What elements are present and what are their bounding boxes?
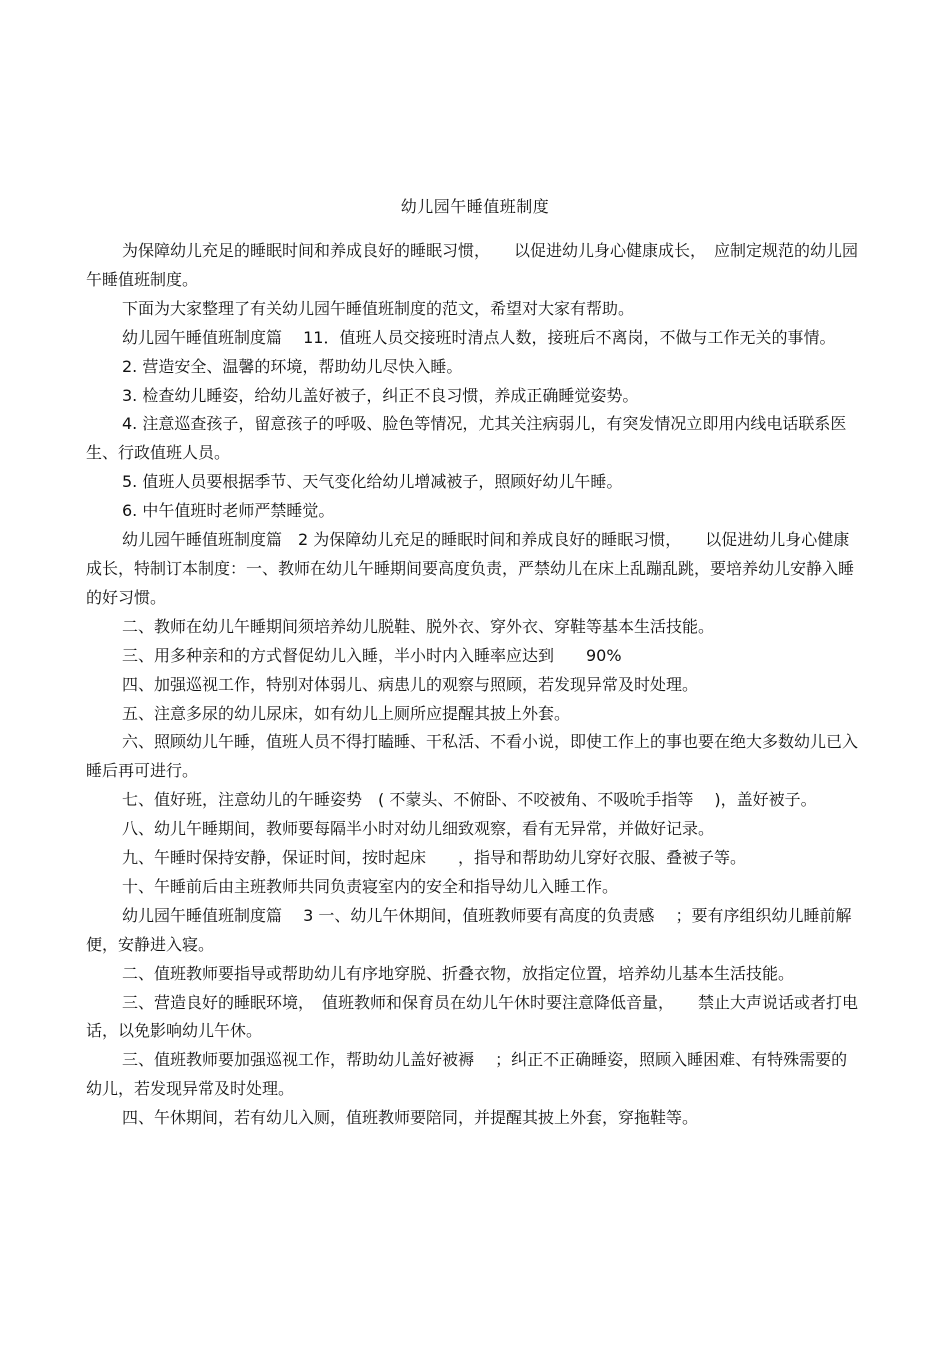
paragraph: 4. 注意巡查孩子，留意孩子的呼吸、脸色等情况，尤其关注病弱儿，有突发情况立即用内线电话联系医生、行政值班人员。 (86, 414, 847, 463)
paragraph: 五、注意多尿的幼儿尿床，如有幼儿上厕所应提醒其披上外套。 (122, 703, 571, 723)
paragraph: 三、营造良好的睡眠环境， 值班教师和保育员在幼儿午休时要注意降低音量， 禁止大声说话或者打电话，以免影响幼儿午休。 (86, 992, 859, 1041)
paragraph: 2. 营造安全、温馨的环境，帮助幼儿尽快入睡。 (122, 356, 463, 376)
document-title: 幼儿园午睡值班制度 (400, 197, 550, 216)
paragraph: 三、值班教师要加强巡视工作，帮助幼儿盖好被褥 ；纠正不正确睡姿，照顾入睡困难、有特殊需要的幼儿，若发现异常及时处理。 (86, 1050, 848, 1099)
paragraph: 二、值班教师要指导或帮助幼儿有序地穿脱、折叠衣物，放指定位置，培养幼儿基本生活技能。 (122, 963, 795, 983)
paragraph: 九、午睡时保持安静，保证时间，按时起床 ，指导和帮助幼儿穿好衣服、叠被子等。 (122, 848, 747, 868)
paragraph: 幼儿园午睡值班制度篇 2 为保障幼儿充足的睡眠时间和养成良好的睡眠习惯， 以促进幼儿身心健康成长，特制订本制度：一、教师在幼儿午睡期间要高度负责，严禁幼儿在床上乱蹦乱跳，要培养幼儿安静入睡的好习惯。 (86, 530, 855, 607)
document-body (86, 237, 862, 1133)
paragraph: 八、幼儿午睡期间，教师要每隔半小时对幼儿细致观察，看有无异常，并做好记录。 (122, 819, 715, 839)
paragraph: 幼儿园午睡值班制度篇 3 一、幼儿午休期间，值班教师要有高度的负责感 ；要有序组织幼儿睡前解便，安静进入寝。 (86, 905, 852, 954)
paragraph: 下面为大家整理了有关幼儿园午睡值班制度的范文，希望对大家有帮助。 (122, 298, 635, 318)
paragraph: 3. 检查幼儿睡姿，给幼儿盖好被子，纠正不良习惯，养成正确睡觉姿势。 (122, 385, 639, 405)
paragraph: 六、照顾幼儿午睡，值班人员不得打瞌睡、干私活、不看小说，即使工作上的事也要在绝大多数幼儿已入睡后再可进行。 (86, 732, 859, 781)
paragraph: 七、值好班，注意幼儿的午睡姿势 ( 不蒙头、不俯卧、不咬被角、不吸吮手指等 )，盖好被子。 (122, 790, 817, 810)
paragraph: 5. 值班人员要根据季节、天气变化给幼儿增减被子，照顾好幼儿午睡。 (122, 472, 623, 492)
paragraph: 十、午睡前后由主班教师共同负责寝室内的安全和指导幼儿入睡工作。 (122, 876, 619, 896)
paragraph: 三、用多种亲和的方式督促幼儿入睡，半小时内入睡率应达到 90% (122, 645, 622, 665)
paragraph: 二、教师在幼儿午睡期间须培养幼儿脱鞋、脱外衣、穿外衣、穿鞋等基本生活技能。 (122, 616, 715, 636)
paragraph: 四、加强巡视工作，特别对体弱儿、病患儿的观察与照顾，若发现异常及时处理。 (122, 674, 699, 694)
paragraph: 幼儿园午睡值班制度篇 11．值班人员交接班时清点人数，接班后不离岗，不做与工作无关的事情。 (122, 327, 836, 347)
paragraph: 6. 中午值班时老师严禁睡觉。 (122, 501, 335, 521)
paragraph: 为保障幼儿充足的睡眠时间和养成良好的睡眠习惯， 以促进幼儿身心健康成长， 应制定规范的幼儿园午睡值班制度。 (86, 241, 859, 289)
paragraph: 四、午休期间，若有幼儿入厕，值班教师要陪同，并提醒其披上外套，穿拖鞋等。 (122, 1108, 699, 1128)
